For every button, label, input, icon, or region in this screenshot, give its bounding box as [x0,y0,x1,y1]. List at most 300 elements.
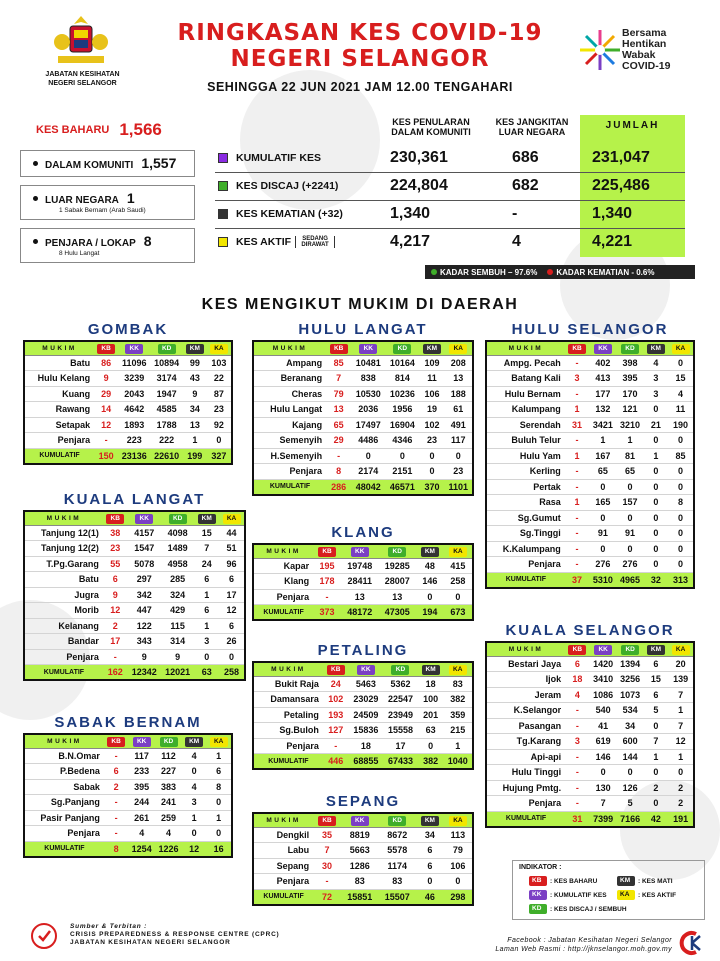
summary-luar: 682 [512,176,539,194]
table-row [486,672,694,688]
table-cell: Serendah [486,417,565,433]
bullet-icon [33,196,38,201]
total-cell: 46571 [385,479,419,495]
table-row [486,765,694,781]
table-cell: 0 [644,718,669,734]
table-cell: 1174 [378,858,416,874]
table-row [24,386,232,402]
table-cell: 115 [161,618,194,634]
table-cell: Tg.Karang [486,734,565,750]
kb-badge-icon: KB [97,344,115,354]
table-cell: 1 [668,703,694,719]
total-cell: 46 [416,889,444,905]
table-cell: 3210 [616,417,643,433]
table-cell: - [94,433,118,449]
table-cell: 21 [644,417,669,433]
table-cell: Api-api [486,749,565,765]
table-row [486,402,694,418]
table-cell: 0 [668,765,694,781]
table-row [486,796,694,812]
table-cell: 34 [617,718,644,734]
table-cell: Beranang [253,371,326,387]
district-name: GOMBAK [87,321,169,338]
table-cell: Setapak [24,417,94,433]
table-cell: 0 [644,796,669,812]
total-cell: 12 [182,841,206,857]
table-cell: 5463 [349,676,384,692]
kk-badge-icon: KK [351,816,369,826]
total-cell: 72 [313,889,341,905]
indicator-kk: : KUMULATIF KES [550,891,607,899]
table-cell: 29 [94,386,118,402]
kumulatif-label: KUMULATIF [486,572,565,588]
table-cell: 6 [194,603,219,619]
table-row [486,433,694,449]
total-cell: 68855 [349,754,384,770]
table-row [253,574,473,590]
table-cell: 10530 [351,386,385,402]
ka-badge-icon: KA [617,890,635,900]
kumulatif-label: KUMULATIF [24,448,94,464]
title-line-1: RINGKASAN KES COVID-19 [177,20,543,46]
table-cell: 276 [589,557,616,573]
table-cell: 0 [182,764,206,780]
kb-badge-icon: KB [568,645,586,655]
table-row [24,634,245,650]
table-cell: 1420 [590,656,617,672]
total-cell: 8 [104,841,128,857]
table-cell: 103 [207,355,232,371]
table-cell: 0 [351,448,385,464]
table-cell: 18 [418,676,444,692]
table-cell: 0 [444,589,473,605]
col-mukim: MUKIM [24,511,103,525]
ka-badge-icon: KA [223,514,241,524]
table-cell: 814 [385,371,419,387]
table-cell: 0 [385,448,419,464]
table-cell: 0 [416,874,444,890]
kk-badge-icon: KK [133,737,151,747]
table-cell: 8 [206,779,232,795]
table-cell: Dengkil [253,827,313,843]
col-mukim: MUKIM [24,734,104,748]
table-cell: 41 [590,718,617,734]
table-cell: 10481 [351,355,385,371]
table-cell: - [565,433,590,449]
agency-name [20,70,145,88]
ka-badge-icon: KA [449,344,467,354]
total-cell: 15507 [378,889,416,905]
table-cell: 23 [207,402,232,418]
table-cell: 1947 [150,386,182,402]
table-cell: - [565,765,590,781]
rates-bar [425,265,695,279]
table-cell: 15 [194,525,219,541]
table-row [486,718,694,734]
table-cell: 382 [443,692,473,708]
section-title: KES MENGIKUT MUKIM DI DAERAH [201,296,519,313]
table-cell: Morib [24,603,103,619]
table-cell: 19 [419,402,444,418]
table-cell: 22547 [383,692,418,708]
total-cell: 7399 [590,811,617,827]
table-cell: 0 [668,510,694,526]
table-row [24,572,245,588]
table-cell: 0 [616,479,643,495]
agency-line-2: NEGERI SELANGOR [48,80,117,87]
total-cell: 162 [103,665,128,681]
table-cell: 4585 [150,402,182,418]
table-cell: 398 [616,355,643,371]
table-row [486,557,694,573]
table-cell: - [565,557,590,573]
district-name: KLANG [331,524,395,541]
table-cell: 0 [644,402,669,418]
table-cell: 79 [326,386,351,402]
header-jumlah: JUMLAH [605,120,660,131]
table-cell: 19285 [378,558,416,574]
cprc-logo [30,922,64,950]
breakdown-label: PENJARA / LOKAP [45,238,136,249]
kd-badge-icon: KD [388,547,406,557]
district-table [252,340,474,496]
table-cell: - [326,448,351,464]
table-cell: 0 [589,479,616,495]
table-row [24,764,232,780]
table-row [253,371,473,387]
kadar-kematian: KADAR KEMATIAN - 0.6% [556,267,655,277]
table-cell: 4098 [161,525,194,541]
table-cell: 0 [644,495,669,511]
table-cell: Sg.Panjang [24,795,104,811]
kumulatif-label: KUMULATIF [253,889,313,905]
indicator-ka: : KES AKTIF [638,891,677,899]
kes-baharu-value: 1,566 [119,120,162,139]
table-cell: 29 [326,433,351,449]
header-komuniti: KES PENULARAN DALAM KOMUNITI [391,117,471,137]
table-cell: 1286 [341,858,379,874]
total-cell: 16 [206,841,232,857]
table-row [486,749,694,765]
table-cell: Tanjung 12(2) [24,541,103,557]
table-cell: H.Semenyih [253,448,326,464]
table-cell: 3256 [617,672,644,688]
green-dot-icon [431,269,437,275]
table-cell: 167 [589,448,616,464]
district-name: SABAK BERNAM [54,714,202,731]
table-total-row [253,754,473,770]
table-cell: 23 [103,541,128,557]
red-dot-icon [547,269,553,275]
table-cell: 1893 [118,417,150,433]
table-cell: 106 [444,858,473,874]
table-cell: 3 [644,386,669,402]
table-cell: 170 [616,386,643,402]
kumulatif-label: KUMULATIF [24,665,103,681]
table-cell: 193 [323,707,349,723]
table-row [486,656,694,672]
table-row [253,448,473,464]
footer-source-dept: JABATAN KESIHATAN NEGERI SELANGOR [70,939,231,946]
table-row [24,779,232,795]
table-cell: 3239 [118,371,150,387]
table-cell: 4486 [351,433,385,449]
table-cell: 447 [128,603,161,619]
table-cell: 223 [118,433,150,449]
table-row [24,541,245,557]
table-cell: 6 [565,656,590,672]
table-row [24,795,232,811]
ka-badge-icon: KA [449,665,467,675]
table-cell: 4 [182,779,206,795]
table-cell: 5 [644,703,669,719]
kes-baharu-label: KES BAHARU [36,124,110,136]
total-cell: 48172 [341,605,379,621]
table-row [253,558,473,574]
total-cell: 446 [323,754,349,770]
report-date: SEHINGGA 22 JUN 2021 JAM 12.00 TENGAHARI [207,80,513,94]
table-cell: 1394 [617,656,644,672]
table-cell: - [565,386,590,402]
table-cell: - [103,649,128,665]
table-cell: 5578 [378,843,416,859]
table-cell: Sabak [24,779,104,795]
district-hulu-langat [252,320,474,496]
table-cell: 35 [313,827,341,843]
footer-links [410,936,672,954]
footer-website: Laman Web Rasmi : http://jknselangor.moh.gov.my [495,946,672,953]
kumulatif-label: KUMULATIF [24,841,104,857]
table-cell: Cheras [253,386,326,402]
table-row [253,464,473,480]
green-square-icon [218,181,228,191]
table-cell: 15558 [383,723,418,739]
table-cell: 0 [644,557,669,573]
table-cell: 0 [206,826,232,842]
table-cell: 8819 [341,827,379,843]
table-row [24,603,245,619]
table-cell: 126 [617,780,644,796]
table-row [253,707,473,723]
table-cell: 241 [155,795,182,811]
total-cell: 370 [419,479,444,495]
breakdown-penjara [20,228,195,263]
table-cell: 10236 [385,386,419,402]
table-cell: 201 [418,707,444,723]
kd-badge-icon: KD [621,645,639,655]
total-cell: 150 [94,448,118,464]
table-cell: 13 [341,589,379,605]
summary-row-discaj [210,172,650,199]
table-total-row [24,841,232,857]
table-cell: 13 [445,371,473,387]
table-cell: 12 [668,734,694,750]
kb-badge-icon: KB [107,737,125,747]
table-cell: 22 [207,371,232,387]
table-cell: 0 [182,826,206,842]
ka-badge-icon: KA [210,737,228,747]
km-badge-icon: KM [647,645,665,655]
kumulatif-label: KUMULATIF [253,605,313,621]
table-cell: 9 [94,371,118,387]
district-kuala-selangor [485,621,695,828]
table-cell: Penjara [24,433,94,449]
purple-square-icon [218,153,228,163]
summary-luar: - [512,204,518,222]
summary-jumlah: 1,340 [592,204,633,222]
total-cell: 1254 [128,841,155,857]
indicator-kd: : KES DISCAJ / SEMBUH [550,905,627,913]
district-klang [252,523,474,621]
table-cell: 63 [418,723,444,739]
header-luar-negara: KES JANGKITAN LUAR NEGARA [495,117,569,137]
table-cell: 85 [668,448,694,464]
table-cell: 18 [349,738,384,754]
table-row [24,402,232,418]
table-row [253,843,473,859]
table-cell: Tanjung 12(1) [24,525,103,541]
kd-badge-icon: KD [388,816,406,826]
table-cell: 13 [183,417,207,433]
table-cell: - [104,748,128,764]
table-cell: 195 [313,558,341,574]
table-cell: - [565,749,590,765]
table-cell: 838 [351,371,385,387]
table-cell: Bandar [24,634,103,650]
district-sabak-bernam [23,713,233,858]
table-cell: Ijok [486,672,565,688]
table-cell: 13 [378,589,416,605]
footer-source-label: Sumber & Terbitan : [70,923,148,930]
table-cell: 92 [207,417,232,433]
table-cell: Damansara [253,692,323,708]
table-cell: 146 [416,574,444,590]
total-cell: 63 [194,665,219,681]
table-cell: 11 [668,402,694,418]
total-cell: 48042 [351,479,385,495]
campaign-word: Bersama [622,27,667,39]
table-cell: Sg.Gumut [486,510,565,526]
table-cell: - [565,510,590,526]
table-row [24,556,245,572]
table-cell: 0 [416,589,444,605]
table-cell: 2 [668,796,694,812]
indicator-title: INDIKATOR : [519,864,562,871]
table-cell: 43 [183,371,207,387]
table-cell: 19748 [341,558,379,574]
table-cell: 83 [443,676,473,692]
table-row [486,417,694,433]
table-cell: 8 [326,464,351,480]
table-cell: 91 [589,526,616,542]
table-cell: 1 [206,810,232,826]
table-cell: Rasa [486,495,565,511]
table-cell: Penjara [253,464,326,480]
table-cell: Jugra [24,587,103,603]
kb-badge-icon: KB [318,547,336,557]
summary-label: KES DISCAJ (+2241) [236,179,339,192]
kk-badge-icon: KK [594,645,612,655]
table-cell: 1 [616,433,643,449]
table-cell: 7 [668,718,694,734]
col-mukim: MUKIM [253,544,313,558]
kadar-sembuh: KADAR SEMBUH – 97.6% [440,267,538,277]
table-cell: 6 [194,572,219,588]
district-table [23,510,246,681]
table-cell: 85 [326,355,351,371]
table-cell: 413 [589,371,616,387]
table-cell: 51 [219,541,245,557]
table-cell: 6 [219,618,245,634]
col-mukim: MUKIM [486,341,565,355]
table-cell: 17 [219,587,245,603]
table-cell: 157 [616,495,643,511]
breakdown-note: 1 Sabak Bernam (Arab Saudi) [59,207,146,214]
table-cell: 8 [668,495,694,511]
table-cell: Penjara [486,796,565,812]
table-row [24,525,245,541]
table-row [24,748,232,764]
table-cell: 5362 [383,676,418,692]
table-cell: 38 [103,525,128,541]
table-cell: Hulu Yam [486,448,565,464]
table-row [253,738,473,754]
total-cell: 673 [444,605,473,621]
table-cell: 65 [616,464,643,480]
table-cell: 0 [644,765,669,781]
table-cell: Ampg. Pecah [486,355,565,371]
km-badge-icon: KM [198,514,216,524]
district-name: KUALA SELANGOR [505,622,675,639]
table-cell: 4642 [118,402,150,418]
table-cell: 1 [183,433,207,449]
table-header-row [253,341,473,355]
table-row [253,676,473,692]
table-cell: 1 [589,433,616,449]
kd-badge-icon: KD [391,665,409,675]
table-cell: 0 [207,433,232,449]
table-cell: 87 [207,386,232,402]
table-cell: 79 [444,843,473,859]
table-cell: 24509 [349,707,384,723]
table-cell: 2 [104,779,128,795]
table-cell: 0 [644,433,669,449]
table-row [486,703,694,719]
ka-badge-icon: KA [449,547,467,557]
kumulatif-label: KUMULATIF [253,479,326,495]
table-cell: 0 [419,464,444,480]
district-name: KUALA LANGAT [63,491,206,508]
table-cell: 6 [416,858,444,874]
table-cell: Batang Kali [486,371,565,387]
total-cell: 4965 [616,572,643,588]
table-cell: 6 [206,764,232,780]
table-cell: - [565,526,590,542]
table-total-row [253,605,473,621]
col-mukim: MUKIM [253,341,326,355]
table-cell: 10164 [385,355,419,371]
table-cell: 619 [590,734,617,750]
table-cell: 121 [616,402,643,418]
total-cell: 1040 [443,754,473,770]
table-cell: 5078 [128,556,161,572]
district-hulu-selangor [485,320,695,589]
table-cell: 0 [445,448,473,464]
table-cell: 0 [194,649,219,665]
table-row [486,780,694,796]
summary-jumlah: 225,486 [592,176,650,194]
table-cell: 177 [589,386,616,402]
